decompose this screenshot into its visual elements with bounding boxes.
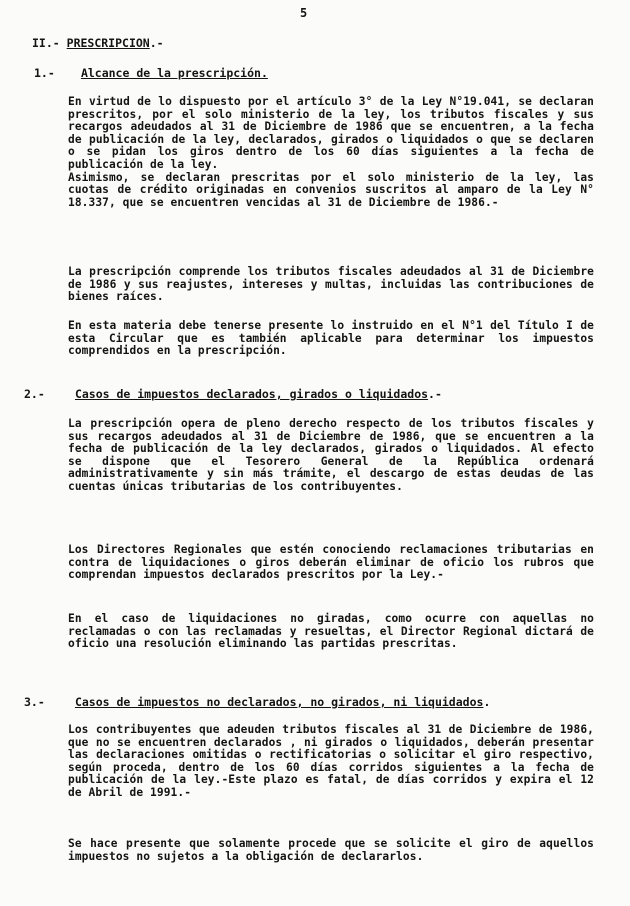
section-3-paragraph-2-block bbox=[68, 838, 594, 863]
section-2-number: 2.- bbox=[24, 387, 45, 401]
section-1-heading bbox=[34, 66, 268, 80]
heading-prescripcion bbox=[32, 36, 164, 50]
section-1-number: 1.- bbox=[34, 66, 55, 80]
section-3-number: 3.- bbox=[24, 695, 45, 709]
section-3-paragraph-1-block bbox=[68, 724, 594, 800]
section-1-paragraph-4: En esta materia debe tenerse presente lo instruido en el N°1 del Título I de esta Circular que es también aplicable para determinar los impuestos comprendidos en la prescripción. bbox=[68, 319, 594, 358]
section-2-paragraph-1: La prescripción opera de pleno derecho respecto de los tributos fiscales y sus recargos adeudados al 31 de Diciembre de 1986, que se encuentren a la fecha de publicación de la ley declarados, girados o liquidados. Al efecto se dispone que el Tesorero General de la República ordenará administrativamente y sin más trámite, el descargo de estas deudas de las cuentas únicas tributarias de los contribuyentes. bbox=[68, 417, 594, 493]
section-2-suffix: .- bbox=[428, 387, 442, 401]
section-3-suffix: . bbox=[483, 695, 491, 709]
heading-title: PRESCRIPCION bbox=[66, 36, 150, 50]
section-2-paragraph-3: En el caso de liquidaciones no giradas, como ocurre con aquellas no reclamadas o con las reclamadas y resueltas, el Director Regional dictará de oficio una resolución eliminando las partidas prescritas. bbox=[68, 612, 594, 651]
heading-suffix: .- bbox=[149, 36, 164, 50]
heading-number: II.- bbox=[32, 36, 60, 50]
section-2-paragraph-2: Los Directores Regionales que estén conociendo reclamaciones tributarias en contra de liquidaciones o giros deberán eliminar de oficio los rubros que comprendan impuestos declarados prescritos por la Ley.- bbox=[68, 543, 594, 582]
page-number: 5 bbox=[300, 6, 308, 20]
section-2-paragraph-3-block bbox=[68, 613, 594, 651]
section-2-paragraph-1-block bbox=[68, 418, 594, 494]
section-1-paragraph-4-block bbox=[68, 320, 594, 358]
section-1-paragraph-3-block bbox=[68, 266, 594, 304]
section-3-title: Casos de impuestos no declarados, no girados, ni liquidados bbox=[74, 695, 484, 709]
section-3-paragraph-2: Se hace presente que solamente procede que se solicite el giro de aquellos impuestos no sujetos a la obligación de declararlos. bbox=[68, 837, 594, 863]
section-2-paragraph-2-block bbox=[68, 544, 594, 582]
section-1-paragraph-1: En virtud de lo dispuesto por el artículo 3° de la Ley N°19.041, se declaran prescritos, por el solo ministerio de la ley, los tributos fiscales y sus recargos adeudados al 31 de Diciembre de 1986 que se encuentren, a la fecha de publicación de la ley, declarados, girados o liquidados o que se declaren o se pidan los giros dentro de los 60 días siguientes a la fecha de publicación de la ley. bbox=[68, 95, 594, 171]
section-2-title: Casos de impuestos declarados, girados o liquidados bbox=[74, 387, 429, 401]
section-1-paragraph-2: Asimismo, se declaran prescritas por el solo ministerio de la ley, las cuotas de crédito originadas en convenios suscritos al amparo de la Ley N° 18.337, que se encuentren vencidas al 31 de Diciembre de 1986.- bbox=[68, 170, 594, 209]
section-1-title: Alcance de la prescripción. bbox=[80, 66, 268, 80]
section-1-body bbox=[68, 96, 594, 209]
section-3-paragraph-1: Los contribuyentes que adeuden tributos fiscales al 31 de Diciembre de 1986, que no se encuentren declarados , ni girados o liquidados, deberán presentar las declaraciones omitidas o rectificatorias o solicitar el giro respectivo, según proceda, dentro de los 60 días corridos siguientes a la fecha de publicación de la ley.-Este plazo es fatal, de días corridos y expira el 12 de Abril de 1991.- bbox=[68, 723, 594, 799]
section-2-heading bbox=[24, 387, 442, 401]
section-3-heading bbox=[24, 695, 490, 709]
section-1-paragraph-3: La prescripción comprende los tributos fiscales adeudados al 31 de Diciembre de 1986 y sus reajustes, intereses y multas, incluidas las contribuciones de bienes raíces. bbox=[68, 265, 594, 304]
